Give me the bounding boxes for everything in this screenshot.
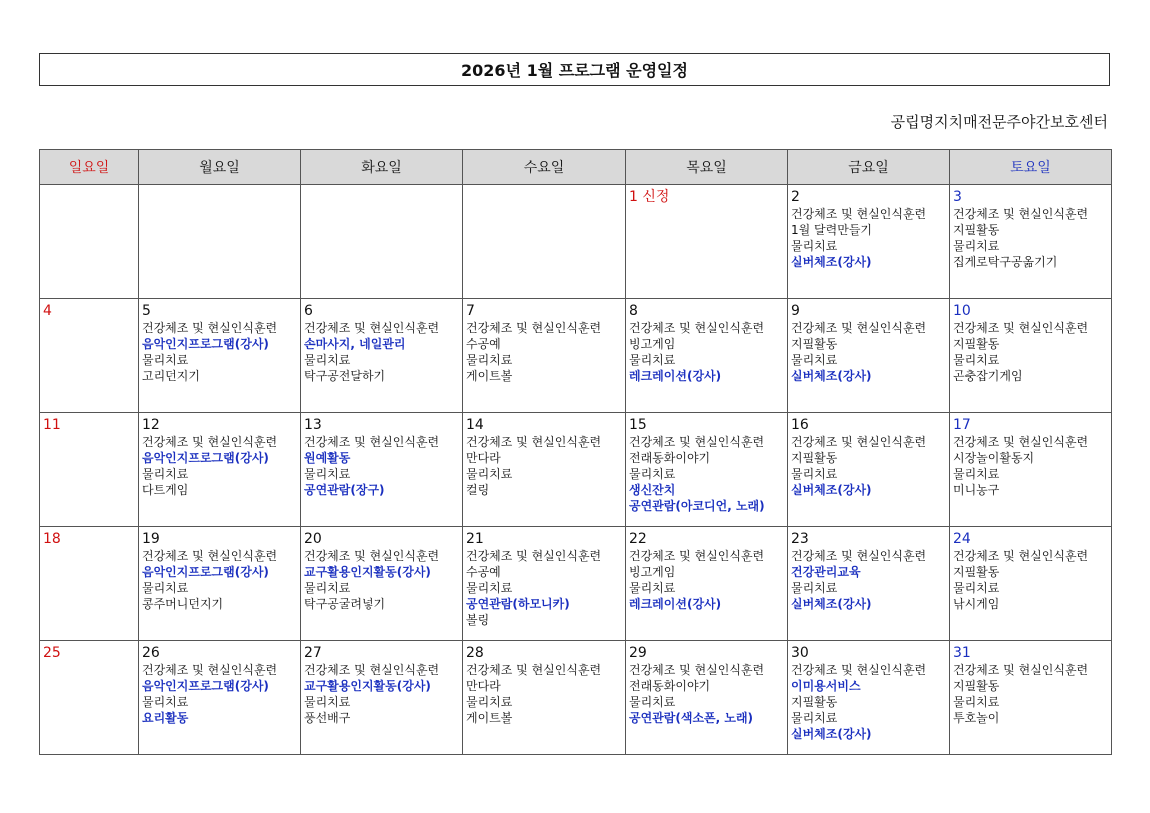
activity-item: 레크레이션(강사) (629, 369, 722, 383)
activity-item: 건강체조 및 현실인식훈련 (466, 549, 602, 563)
activity-item: 물리치료 (791, 581, 838, 595)
weekday-header-tuesday: 화요일 (301, 150, 463, 185)
activity-item: 건강체조 및 현실인식훈련 (466, 435, 602, 449)
day-number: 8 (629, 303, 638, 319)
activity-item: 물리치료 (953, 581, 1000, 595)
calendar-table (39, 149, 1112, 755)
day-cell (463, 185, 626, 299)
day-cell (301, 185, 463, 299)
activity-item: 건강체조 및 현실인식훈련 (791, 663, 927, 677)
day-number: 27 (304, 645, 322, 661)
activity-item: 물리치료 (304, 353, 351, 367)
activity-item: 물리치료 (953, 239, 1000, 253)
activity-item: 물리치료 (629, 581, 676, 595)
day-number: 23 (791, 531, 809, 547)
activity-item: 다트게임 (142, 483, 189, 497)
activity-item: 게이트볼 (466, 711, 513, 725)
activity-item: 건강체조 및 현실인식훈련 (953, 207, 1089, 221)
activity-item: 이미용서비스 (791, 679, 861, 693)
day-cell (301, 413, 463, 527)
day-cell (626, 185, 788, 299)
day-number: 21 (466, 531, 484, 547)
activity-item: 물리치료 (466, 467, 513, 481)
day-cell (788, 413, 950, 527)
activity-item: 게이트볼 (466, 369, 513, 383)
activity-item: 물리치료 (142, 467, 189, 481)
day-cell (463, 527, 626, 641)
day-number: 17 (953, 417, 971, 433)
activity-item: 물리치료 (466, 353, 513, 367)
activity-item: 물리치료 (953, 695, 1000, 709)
day-cell (788, 185, 950, 299)
activity-item: 탁구공전달하기 (304, 369, 386, 383)
activity-item: 물리치료 (629, 467, 676, 481)
activity-item: 지필활동 (953, 337, 1000, 351)
day-cell (40, 299, 139, 413)
day-cell (626, 641, 788, 755)
day-cell (40, 527, 139, 641)
activity-item: 물리치료 (953, 467, 1000, 481)
activity-item: 수공예 (466, 337, 501, 351)
activity-item: 공연관람(하모니카) (466, 597, 570, 611)
activity-item: 건강체조 및 현실인식훈련 (629, 549, 765, 563)
activity-item: 물리치료 (629, 353, 676, 367)
activity-item: 집게로탁구공옮기기 (953, 255, 1058, 269)
day-number: 18 (43, 531, 61, 547)
activity-item: 물리치료 (304, 581, 351, 595)
activity-item: 물리치료 (466, 581, 513, 595)
activity-item: 빙고게임 (629, 565, 676, 579)
activity-item: 실버체조(강사) (791, 727, 872, 741)
day-cell (788, 299, 950, 413)
day-number: 9 (791, 303, 800, 319)
activity-item: 건강체조 및 현실인식훈련 (791, 435, 927, 449)
day-cell (463, 413, 626, 527)
activity-item: 건강체조 및 현실인식훈련 (142, 435, 278, 449)
activity-item: 만다라 (466, 679, 501, 693)
activity-item: 지필활동 (791, 337, 838, 351)
activity-item: 건강체조 및 현실인식훈련 (304, 435, 440, 449)
activity-item: 공연관람(색소폰, 노래) (629, 711, 754, 725)
day-number: 16 (791, 417, 809, 433)
activity-item: 건강체조 및 현실인식훈련 (142, 321, 278, 335)
activity-item: 지필활동 (953, 565, 1000, 579)
day-number: 14 (466, 417, 484, 433)
activity-item: 수공예 (466, 565, 501, 579)
activity-item: 건강체조 및 현실인식훈련 (953, 321, 1089, 335)
activity-item: 콩주머니던지기 (142, 597, 224, 611)
activity-item: 볼링 (466, 613, 490, 627)
activity-item: 지필활동 (791, 695, 838, 709)
week-row (40, 641, 1112, 755)
activity-item: 미니농구 (953, 483, 1000, 497)
day-cell (626, 413, 788, 527)
activity-item: 건강체조 및 현실인식훈련 (953, 549, 1089, 563)
activity-item: 실버체조(강사) (791, 483, 872, 497)
activity-item: 음악인지프로그램(강사) (142, 451, 269, 465)
day-cell (626, 527, 788, 641)
week-row (40, 185, 1112, 299)
activity-item: 물리치료 (791, 711, 838, 725)
activity-item: 지필활동 (953, 223, 1000, 237)
activity-item: 만다라 (466, 451, 501, 465)
activity-item: 빙고게임 (629, 337, 676, 351)
day-number: 2 (791, 189, 800, 205)
day-number: 5 (142, 303, 151, 319)
activity-item: 건강체조 및 현실인식훈련 (953, 663, 1089, 677)
activity-item: 물리치료 (304, 695, 351, 709)
weekday-header-sunday: 일요일 (40, 150, 139, 185)
day-number: 3 (953, 189, 962, 205)
activity-item: 물리치료 (142, 695, 189, 709)
activity-item: 컬링 (466, 483, 490, 497)
day-cell (139, 641, 301, 755)
activity-item: 건강체조 및 현실인식훈련 (304, 663, 440, 677)
activity-item: 공연관람(아코디언, 노래) (629, 499, 765, 513)
activity-item: 전래동화이야기 (629, 451, 711, 465)
activity-item: 시장놀이활동지 (953, 451, 1035, 465)
day-number: 31 (953, 645, 971, 661)
activity-item: 건강체조 및 현실인식훈련 (466, 321, 602, 335)
activity-item: 음악인지프로그램(강사) (142, 679, 269, 693)
weekday-header-friday: 금요일 (788, 150, 950, 185)
day-cell (950, 527, 1112, 641)
day-cell (139, 527, 301, 641)
activity-item: 물리치료 (466, 695, 513, 709)
day-cell (40, 641, 139, 755)
activity-item: 실버체조(강사) (791, 255, 872, 269)
day-number: 1 신정 (629, 189, 670, 205)
activity-item: 레크레이션(강사) (629, 597, 722, 611)
day-cell (950, 413, 1112, 527)
weekday-header-monday: 월요일 (139, 150, 301, 185)
day-number: 29 (629, 645, 647, 661)
week-row (40, 299, 1112, 413)
activity-item: 생신잔치 (629, 483, 676, 497)
activity-item: 음악인지프로그램(강사) (142, 337, 269, 351)
activity-item: 물리치료 (791, 353, 838, 367)
weekday-header-thursday: 목요일 (626, 150, 788, 185)
activity-item: 건강체조 및 현실인식훈련 (629, 663, 765, 677)
day-number: 7 (466, 303, 475, 319)
day-cell (626, 299, 788, 413)
activity-item: 풍선배구 (304, 711, 351, 725)
day-number: 28 (466, 645, 484, 661)
activity-item: 교구활용인지활동(강사) (304, 565, 431, 579)
day-number: 15 (629, 417, 647, 433)
day-cell (463, 641, 626, 755)
day-cell (788, 641, 950, 755)
activity-item: 손마사지, 네일관리 (304, 337, 406, 351)
activity-item: 건강체조 및 현실인식훈련 (791, 549, 927, 563)
activity-item: 음악인지프로그램(강사) (142, 565, 269, 579)
week-row (40, 527, 1112, 641)
day-cell (950, 641, 1112, 755)
day-number: 26 (142, 645, 160, 661)
activity-item: 건강체조 및 현실인식훈련 (791, 321, 927, 335)
day-number: 30 (791, 645, 809, 661)
day-cell (301, 641, 463, 755)
activity-item: 물리치료 (142, 581, 189, 595)
day-cell (139, 413, 301, 527)
day-cell (139, 185, 301, 299)
activity-item: 물리치료 (629, 695, 676, 709)
day-number: 25 (43, 645, 61, 661)
activity-item: 전래동화이야기 (629, 679, 711, 693)
activity-item: 지필활동 (791, 451, 838, 465)
activity-item: 건강체조 및 현실인식훈련 (629, 321, 765, 335)
activity-item: 물리치료 (953, 353, 1000, 367)
activity-item: 물리치료 (791, 239, 838, 253)
week-row (40, 413, 1112, 527)
activity-item: 건강체조 및 현실인식훈련 (304, 321, 440, 335)
day-number: 12 (142, 417, 160, 433)
activity-item: 건강체조 및 현실인식훈련 (953, 435, 1089, 449)
activity-item: 건강관리교육 (791, 565, 861, 579)
activity-item: 건강체조 및 현실인식훈련 (629, 435, 765, 449)
activity-item: 건강체조 및 현실인식훈련 (142, 549, 278, 563)
activity-item: 실버체조(강사) (791, 597, 872, 611)
activity-item: 건강체조 및 현실인식훈련 (466, 663, 602, 677)
day-cell (139, 299, 301, 413)
activity-item: 실버체조(강사) (791, 369, 872, 383)
activity-item: 지필활동 (953, 679, 1000, 693)
activity-item: 건강체조 및 현실인식훈련 (791, 207, 927, 221)
activity-item: 건강체조 및 현실인식훈련 (304, 549, 440, 563)
day-number: 20 (304, 531, 322, 547)
weekday-header-wednesday: 수요일 (463, 150, 626, 185)
activity-item: 요리활동 (142, 711, 189, 725)
weekday-header-row (40, 150, 1112, 185)
day-number: 11 (43, 417, 61, 433)
activity-item: 1월 달력만들기 (791, 223, 873, 237)
day-number: 19 (142, 531, 160, 547)
day-cell (301, 527, 463, 641)
day-number: 22 (629, 531, 647, 547)
activity-item: 탁구공굴려넣기 (304, 597, 386, 611)
day-number: 24 (953, 531, 971, 547)
day-number: 13 (304, 417, 322, 433)
day-cell (301, 299, 463, 413)
activity-item: 물리치료 (304, 467, 351, 481)
day-cell (950, 185, 1112, 299)
organization-name: 공립명지치매전문주야간보호센터 (890, 113, 1108, 131)
activity-item: 교구활용인지활동(강사) (304, 679, 431, 693)
day-cell (950, 299, 1112, 413)
calendar-body (40, 185, 1112, 755)
activity-item: 고리던지기 (142, 369, 200, 383)
activity-item: 물리치료 (791, 467, 838, 481)
activity-item: 낚시게임 (953, 597, 1000, 611)
activity-item: 공연관람(장구) (304, 483, 385, 497)
activity-item: 곤충잡기게임 (953, 369, 1023, 383)
activity-item: 원예활동 (304, 451, 351, 465)
day-cell (463, 299, 626, 413)
day-cell (788, 527, 950, 641)
day-cell (40, 413, 139, 527)
day-number: 4 (43, 303, 52, 319)
day-number: 10 (953, 303, 971, 319)
day-cell (40, 185, 139, 299)
activity-item: 건강체조 및 현실인식훈련 (142, 663, 278, 677)
day-number: 6 (304, 303, 313, 319)
weekday-header-saturday: 토요일 (950, 150, 1112, 185)
activity-item: 물리치료 (142, 353, 189, 367)
page-title: 2026년 1월 프로그램 운영일정 (39, 53, 1110, 86)
activity-item: 투호놀이 (953, 711, 1000, 725)
